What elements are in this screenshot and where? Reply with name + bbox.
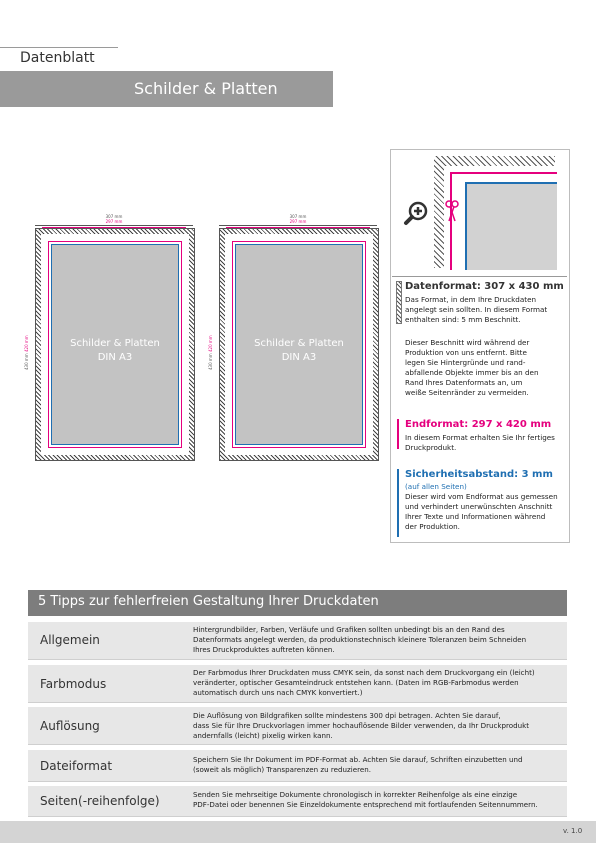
tip-label: Farbmodus — [40, 677, 107, 691]
tip-text: Der Farbmodus Ihrer Druckdaten muss CMYK sein, da sonst nach dem Druckvorgang ein (leicht) veränderter, optischer Gesamteindruck entstehen kann. (Daten im RGB-Farbmodus werden automatisch durch uns nach CMYK konvertiert.) — [193, 668, 535, 697]
width-outer: 307 mm — [105, 214, 123, 219]
width-outer: 307 mm — [289, 214, 307, 219]
sicherheit-text: Dieser wird vom Endformat aus gemessen und verhindert unerwünschten Anschnitt Ihrer Texte und Informationen während der Produktion. — [405, 492, 558, 531]
zoom-icon — [403, 200, 429, 226]
a3-mockup — [35, 228, 195, 461]
a3-mockup — [219, 228, 379, 461]
tip-text: Speichern Sie Ihr Dokument im PDF-Format ab. Achten Sie darauf, Schriften einzubetten und (soweit als möglich) Transparenzen zu reduzieren. — [193, 755, 523, 774]
sicherheit-marker — [397, 469, 399, 537]
version-label: v. 1.0 — [563, 827, 583, 835]
height-dimension — [24, 335, 29, 370]
endformat-text: In diesem Format erhalten Sie Ihr fertiges Druckprodukt. — [405, 433, 555, 452]
tip-text: Senden Sie mehrseitige Dokumente chronologisch in korrekter Reihenfolge als eine einzige PDF-Datei oder benennen Sie Einzeldokumente entsprechend mit fortlaufenden Seitennummern. — [193, 790, 538, 809]
tip-label: Auflösung — [40, 719, 100, 733]
width-dimension — [35, 214, 193, 224]
footer-band — [0, 821, 596, 843]
header-tab-line — [0, 47, 118, 48]
mockup-format: DIN A3 — [281, 352, 317, 363]
endformat-marker — [397, 419, 399, 449]
width-inner: 297 mm — [105, 219, 123, 224]
width-inner: 297 mm — [289, 219, 307, 224]
tip-label: Allgemein — [40, 633, 100, 647]
page-title: Schilder & Platten — [134, 79, 278, 98]
tips-title: 5 Tipps zur fehlerfreien Gestaltung Ihrer Druckdaten — [38, 594, 379, 609]
height-outer: 430 mm — [24, 353, 29, 370]
tip-label: Seiten(-reihenfolge) — [40, 794, 160, 808]
mockup-title: Schilder & Platten — [254, 338, 344, 349]
tip-label: Dateiformat — [40, 759, 113, 773]
scissors-icon — [445, 200, 459, 222]
tip-text: Hintergrundbilder, Farben, Verläufe und Grafiken sollten unbedingt bis an den Rand des Datenformats angelegt werden, da produktionstechnisch kleinere Toleranzen beim Schneiden Ihres Druckproduktes auftreten können. — [193, 625, 527, 654]
sicherheit-title: Sicherheitsabstand: 3 mm — [405, 469, 553, 480]
tip-text: Die Auflösung von Bildgrafiken sollte mindestens 300 dpi betragen. Achten Sie darauf, dass Sie für Ihre Druckvorlagen immer hochauflösende Bilder verwenden, da Ihr Druckprodukt andernfalls (leicht) pixelig wirken kann. — [193, 711, 529, 740]
mockup-format: DIN A3 — [97, 352, 133, 363]
datenformat-text: Das Format, in dem Ihre Druckdaten angelegt sein sollten. In diesem Format enthalten sind: 5 mm Beschnitt. — [405, 295, 548, 324]
sicherheit-subtitle: (auf allen Seiten) — [405, 482, 467, 491]
height-dimension — [208, 335, 213, 370]
datenformat-note: Dieser Beschnitt wird während der Produktion von uns entfernt. Bitte legen Sie Hintergründe und rand- abfallende Objekte immer bis an den Rand Ihres Datenformats an, um weiße Seitenränder zu vermeiden. — [405, 338, 539, 397]
corner-safe-area — [465, 182, 557, 270]
mockup-title: Schilder & Platten — [70, 338, 160, 349]
height-inner: 420 mm — [24, 335, 29, 353]
document-label: Datenblatt — [20, 50, 95, 66]
datenformat-title: Datenformat: 307 x 430 mm — [405, 281, 564, 292]
endformat-title: Endformat: 297 x 420 mm — [405, 419, 552, 430]
width-line — [219, 225, 377, 226]
height-inner: 420 mm — [208, 335, 213, 353]
datenformat-marker — [396, 281, 402, 324]
height-outer: 430 mm — [208, 353, 213, 370]
width-line — [35, 225, 193, 226]
panel-divider — [392, 276, 567, 277]
width-dimension — [219, 214, 377, 224]
